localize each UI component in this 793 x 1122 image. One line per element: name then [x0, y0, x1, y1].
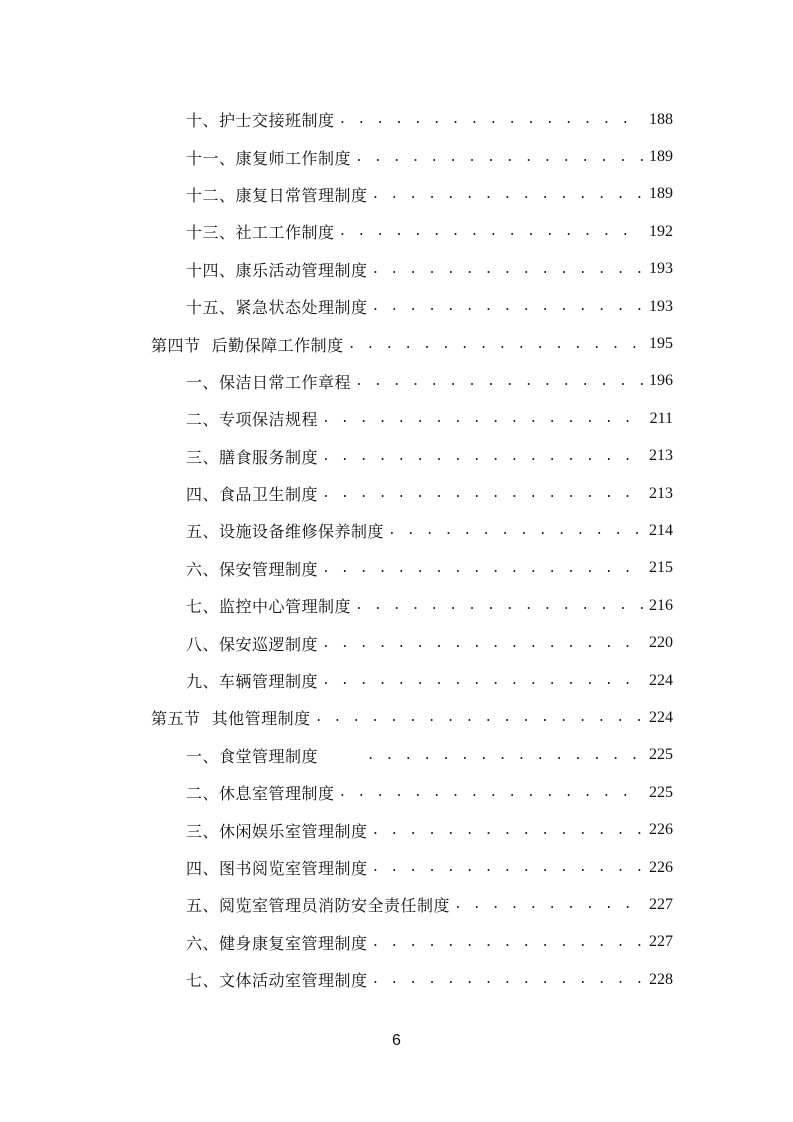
- toc-entry-page: 225: [649, 783, 673, 801]
- toc-entry-page: 192: [649, 222, 673, 240]
- toc-entry[interactable]: [0, 176, 793, 213]
- toc-entry-title: 十、护士交接班制度: [186, 111, 335, 131]
- toc-entry[interactable]: [0, 550, 793, 587]
- toc-entry[interactable]: [0, 251, 793, 288]
- toc-entry-page: 213: [649, 484, 673, 502]
- table-of-contents: [0, 101, 793, 998]
- toc-entry-page: 225: [649, 746, 673, 764]
- toc-entry-title: 七、文体活动室管理制度: [186, 971, 368, 991]
- dot-leader: [372, 861, 643, 874]
- toc-entry-title: 十四、康乐活动管理制度: [186, 260, 368, 280]
- toc-entry-page: 211: [649, 409, 673, 427]
- toc-entry-title: 第五节 其他管理制度: [151, 709, 311, 729]
- toc-entry-title: 第四节 后勤保障工作制度: [151, 335, 344, 355]
- toc-entry-page: 226: [649, 858, 673, 876]
- dot-leader: [355, 151, 643, 164]
- toc-entry-page: 189: [649, 185, 673, 203]
- dot-leader: [339, 225, 643, 238]
- dot-leader: [372, 188, 643, 201]
- toc-entry-page: 226: [649, 821, 673, 839]
- toc-entry[interactable]: [0, 886, 793, 923]
- toc-entry-title: 五、阅览室管理员消防安全责任制度: [186, 896, 451, 916]
- dot-leader: [372, 263, 643, 276]
- toc-entry-title: 五、设施设备维修保养制度: [186, 522, 385, 542]
- dot-leader: [322, 562, 643, 575]
- toc-entry-page: 224: [649, 671, 673, 689]
- toc-entry-title: 四、食品卫生制度: [186, 485, 319, 505]
- toc-entry[interactable]: [0, 400, 793, 437]
- dot-leader: [372, 300, 643, 313]
- toc-entry-page: 189: [649, 148, 673, 166]
- toc-entry[interactable]: [0, 438, 793, 475]
- toc-entry[interactable]: [0, 587, 793, 624]
- toc-entry[interactable]: [0, 774, 793, 811]
- toc-entry-page: 193: [649, 297, 673, 315]
- toc-entry[interactable]: [0, 101, 793, 138]
- dot-leader: [348, 338, 643, 351]
- toc-entry-title: 三、膳食服务制度: [186, 447, 319, 467]
- toc-entry[interactable]: [0, 624, 793, 661]
- dot-leader: [372, 936, 643, 949]
- dot-leader: [339, 113, 643, 126]
- dot-leader: [339, 786, 643, 799]
- toc-entry-title: 二、休息室管理制度: [186, 784, 335, 804]
- dot-leader: [372, 824, 643, 837]
- toc-entry-title: 十一、康复师工作制度: [186, 148, 352, 168]
- toc-entry-title: 二、专项保洁规程: [186, 410, 319, 430]
- toc-entry[interactable]: [0, 961, 793, 998]
- dot-leader: [322, 637, 643, 650]
- toc-entry-page: 193: [649, 260, 673, 278]
- toc-entry-page: 196: [649, 372, 673, 390]
- dot-leader: [454, 898, 643, 911]
- toc-entry-page: 195: [649, 335, 673, 353]
- toc-entry-title: 六、健身康复室管理制度: [186, 933, 368, 953]
- toc-entry-page: 215: [649, 559, 673, 577]
- toc-entry-title: 十二、康复日常管理制度: [186, 185, 368, 205]
- toc-entry-title: 九、车辆管理制度: [186, 672, 319, 692]
- dot-leader: [367, 749, 643, 762]
- page-number: 6: [392, 1032, 401, 1049]
- toc-entry[interactable]: [0, 811, 793, 848]
- toc-entry-title: 十五、紧急状态处理制度: [186, 298, 368, 318]
- toc-entry[interactable]: [0, 363, 793, 400]
- dot-leader: [322, 412, 644, 425]
- toc-entry[interactable]: [0, 924, 793, 961]
- toc-entry-page: 214: [649, 521, 673, 539]
- toc-entry[interactable]: [0, 849, 793, 886]
- toc-entry-page: 227: [649, 895, 673, 913]
- toc-entry[interactable]: [0, 288, 793, 325]
- toc-entry-page: 228: [649, 970, 673, 988]
- dot-leader: [388, 524, 643, 537]
- dot-leader: [355, 375, 643, 388]
- toc-entry-title: 八、保安巡逻制度: [186, 634, 319, 654]
- toc-entry-title: 四、图书阅览室管理制度: [186, 859, 368, 878]
- toc-entry-title: 六、保安管理制度: [186, 559, 319, 579]
- toc-entry-title: 一、保洁日常工作章程: [186, 372, 352, 392]
- dot-leader: [322, 674, 643, 687]
- toc-entry-page: 220: [649, 634, 673, 652]
- toc-entry[interactable]: [0, 737, 793, 774]
- toc-entry-title: 一、食堂管理制度: [186, 746, 363, 766]
- toc-entry-page: 216: [649, 596, 673, 614]
- dot-leader: [372, 973, 643, 986]
- dot-leader: [322, 450, 643, 463]
- toc-entry-page: 224: [649, 708, 673, 726]
- toc-entry-title: 十三、社工工作制度: [186, 223, 335, 243]
- toc-entry-title: 三、休闲娱乐室管理制度: [186, 821, 368, 841]
- toc-entry[interactable]: [0, 512, 793, 549]
- toc-section-entry[interactable]: [0, 699, 793, 736]
- dot-leader: [355, 599, 643, 612]
- toc-entry[interactable]: [0, 475, 793, 512]
- toc-entry-page: 188: [649, 110, 673, 128]
- toc-entry-page: 227: [649, 933, 673, 951]
- toc-section-entry[interactable]: [0, 325, 793, 362]
- toc-entry[interactable]: [0, 662, 793, 699]
- toc-entry[interactable]: [0, 213, 793, 250]
- toc-entry-page: 213: [649, 447, 673, 465]
- dot-leader: [322, 487, 643, 500]
- toc-entry-title: 七、监控中心管理制度: [186, 597, 352, 617]
- dot-leader: [315, 711, 643, 724]
- toc-entry[interactable]: [0, 138, 793, 175]
